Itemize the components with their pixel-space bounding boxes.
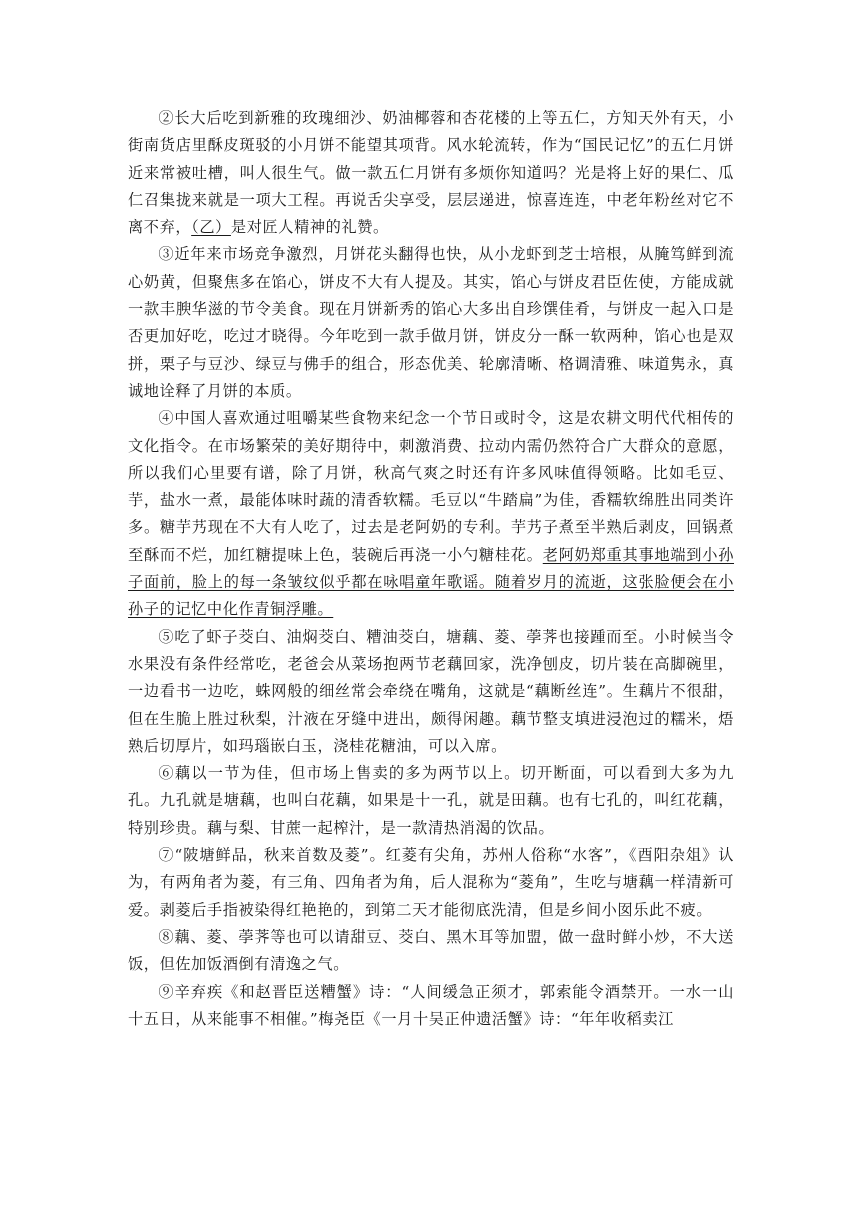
blank-yi: （乙） <box>191 218 231 237</box>
paragraph-9-text: ⑨辛弃疾《和赵晋臣送糟蟹》诗：“人间缓急正须才，郭索能令酒禁开。一水一山十五日，从来能事不相催。”梅尧臣《一月十吴正仲遗活蟹》诗：“年年收稻卖江 <box>128 982 734 1028</box>
paragraph-3-text: ③近年来市场竞争激烈，月饼花头翻得也快，从小龙虾到芝士培根，从腌笃鲜到流心奶黄，但聚焦多在馅心，饼皮不大有人提及。其实，馅心与饼皮君臣佐使，方能成就一款丰腴华滋的节令美食。现在月饼新秀的馅心大多出自珍馔佳肴，与饼皮一起入口是否更加好吃，吃过才晓得。今年吃到一款手做月饼，饼皮分一酥一软两种，馅心也是双拼，栗子与豆沙、绿豆与佛手的组合，形态优美、轮廓清晰、格调清雅、味道隽永，真诚地诠释了月饼的本质。 <box>128 245 734 400</box>
paragraph-2-text-b: 是对匠人精神的礼赞。 <box>230 218 389 237</box>
document-page <box>128 105 734 1033</box>
paragraph-7-text: ⑦“陂塘鲜品，秋来首数及菱”。红菱有尖角，苏州人俗称“水客”，《酉阳杂俎》认为，有两角者为菱，有三角、四角者为角，后人混称为“菱角”，生吃与塘藕一样清新可爱。剥菱后手指被染得红艳艳的，到第二天才能彻底洗清，但是乡间小囡乐此不疲。 <box>128 846 734 919</box>
paragraph-3 <box>128 241 734 405</box>
paragraph-4 <box>128 405 734 623</box>
paragraph-6 <box>128 760 734 842</box>
paragraph-4-text: ④中国人喜欢通过咀嚼某些食物来纪念一个节日或时令，这是农耕文明代代相传的文化指令。在市场繁荣的美好期待中，刺激消费、拉动内需仍然符合广大群众的意愿，所以我们心里要有谱，除了月饼，秋高气爽之时还有许多风味值得领略。比如毛豆、芋，盐水一煮，最能体味时蔬的清香软糯。毛豆以“牛踏扁”为佳，香糯软绵胜出同类许多。糖芋艿现在不大有人吃了，过去是老阿奶的专利。芋艿子煮至半熟后剥皮，回锅煮至酥而不烂，加红糖提味上色，装碗后再浇一小勺糖桂花。 <box>128 409 734 564</box>
paragraph-6-text: ⑥藕以一节为佳，但市场上售卖的多为两节以上。切开断面，可以看到大多为九孔。九孔就是塘藕，也叫白花藕，如果是十一孔，就是田藕。也有七孔的，叫红花藕，特别珍贵。藕与梨、甘蔗一起榨汁，是一款清热消渴的饮品。 <box>128 764 734 837</box>
underlined-sentence: 老阿奶郑重其事地端到小孙子面前，脸上的每一条皱纹似乎都在咏唱童年歌谣。随着岁月的流逝，这张脸便会在小孙子的记忆中化作青铜浮雕。 <box>128 545 735 619</box>
paragraph-9 <box>128 979 734 1034</box>
paragraph-2 <box>128 105 734 241</box>
paragraph-8-text: ⑧藕、菱、荸荠等也可以请甜豆、茭白、黑木耳等加盟，做一盘时鲜小炒，不大送饭，但佐加饭酒倒有清逸之气。 <box>128 927 734 974</box>
paragraph-2-text-a: ②长大后吃到新雅的玫瑰细沙、奶油椰蓉和杏花楼的上等五仁，方知天外有天，小街南货店里酥皮斑驳的小月饼不能望其项背。风水轮流转，作为“国民记忆”的五仁月饼近来常被吐槽，叫人很生气。做一款五仁月饼有多烦你知道吗？光是将上好的果仁、瓜仁召集拢来就是一项大工程。再说舌尖享受，层层递进，惊喜连连，中老年粉丝对它不离不弃， <box>128 109 734 237</box>
paragraph-7 <box>128 842 734 924</box>
paragraph-5-text: ⑤吃了虾子茭白、油焖茭白、糟油茭白，塘藕、菱、荸荠也接踵而至。小时候当令水果没有条件经常吃，老爸会从菜场抱两节老藕回家，洗净刨皮，切片装在高脚碗里，一边看书一边吃，蛛网般的细丝常会牵绕在嘴角，这就是“藕断丝连”。生藕片不很甜，但在生脆上胜过秋梨，汁液在牙缝中进出，颇得闲趣。藕节整支填进浸泡过的糯米，焐熟后切厚片，如玛瑙嵌白玉，浇桂花糖油，可以入席。 <box>128 627 734 755</box>
paragraph-8 <box>128 924 734 979</box>
paragraph-5 <box>128 624 734 760</box>
